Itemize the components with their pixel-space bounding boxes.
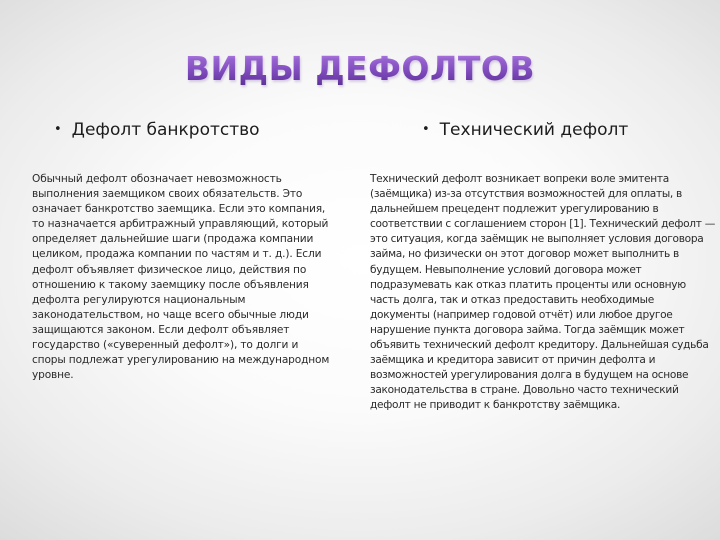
left-body-text: Обычный дефолт обозначает невозможность выполнения заемщиком своих обязательств. Это означает банкротство заемщика. Если это компания, то назначается арбитражный управляющий, который определяет дальнейшие шаги (продажа компании целиком, продажа компании по частям и т. д.). Если дефолт объявляет физическое лицо, действия по отношению к такому заемщику после объявления дефолта регулируются национальным законодательством, но чаще всего обычные люди защищаются законом. Если дефолт объявляет государство («суверенный дефолт»), то долги и споры подлежат урегулированию на международном уровне. [32,173,330,382]
left-heading [32,120,332,140]
slide-title: ВИДЫ ДЕФОЛТОВ [0,52,720,85]
right-body-text: Технический дефолт возникает вопреки воле эмитента (заёмщика) из-за отсутствия возможностей для оплаты, в дальнейшем прецедент подлежит урегулированию в соответствии с соглашением сторон [1]. Технический дефолт — это ситуация, когда заёмщик не выполняет условия договора займа, но физически он этот договор может выполнить в будущем. Невыполнение условий договора может подразумевать как отказ платить проценты или основную часть долга, так и отказ предоставить необходимые документы (например годовой отчёт) или любое другое нарушение пункта договора займа. Тогда заёмщик может объявить технический дефолт кредитору. Дальнейшая судьба заёмщика и кредитора зависит от причин дефолта и возможностей урегулирования долга в будущем на основе законодательства в стране. Довольно часто технический дефолт не приводит к банкротству заёмщика. [370,173,716,412]
left-column [32,120,332,383]
right-heading [370,120,716,140]
right-column [370,120,716,414]
right-bullet: • [422,122,430,137]
right-heading-text: Технический дефолт [439,120,629,140]
left-heading-text: Дефолт банкротство [71,120,260,140]
left-bullet: • [54,122,62,137]
